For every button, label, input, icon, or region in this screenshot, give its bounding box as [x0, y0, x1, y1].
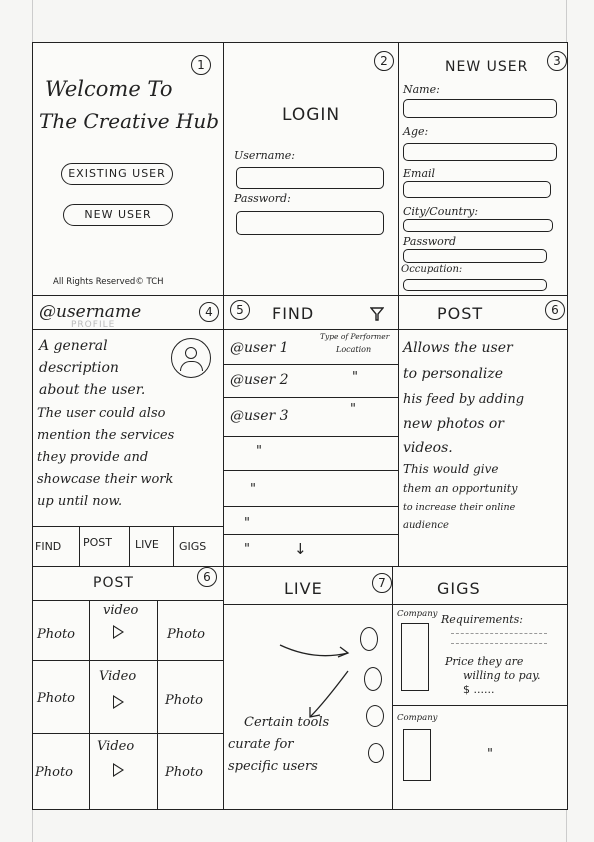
post-description-line: Allows the user: [403, 340, 513, 356]
post-description-line: to personalize: [403, 366, 504, 382]
header-divider: [393, 604, 567, 605]
price-note: willing to pay.: [463, 669, 541, 682]
profile-description-line: A general: [39, 338, 108, 354]
header-divider: [33, 329, 223, 330]
video-cell-label: video: [103, 603, 139, 618]
gig-divider: [393, 705, 567, 706]
requirements-placeholder-line: [451, 633, 547, 634]
scroll-down-arrow-icon[interactable]: ↓: [294, 540, 307, 558]
new-user-button[interactable]: NEW USER: [63, 204, 173, 226]
grid-row-line: [33, 733, 223, 734]
profile-description-line: about the user.: [39, 382, 146, 398]
profile-screen: [32, 295, 224, 567]
requirements-placeholder-line: [451, 643, 547, 644]
user-result[interactable]: @user 1: [230, 340, 289, 356]
live-screen: [223, 566, 393, 810]
username-field[interactable]: [236, 167, 384, 189]
city-country-label: City/Country:: [403, 205, 479, 218]
screen-number: 2: [374, 51, 394, 71]
header-divider: [399, 329, 567, 330]
avatar-head-icon: [185, 347, 197, 359]
age-field[interactable]: [403, 143, 557, 161]
filter-note: Type of Performer: [320, 332, 390, 341]
live-note-line: curate for: [228, 737, 294, 752]
profile-description-line: The user could also: [37, 406, 166, 421]
live-tool-button[interactable]: [368, 743, 384, 763]
grid-row-line: [33, 660, 223, 661]
profile-description-line: they provide and: [37, 450, 149, 465]
grid-column-line: [89, 600, 90, 810]
password-label: Password:: [234, 192, 291, 205]
nav-post[interactable]: POST: [83, 536, 112, 549]
new-user-title: NEW USER: [445, 59, 529, 75]
welcome-title-line2: The Creative Hub: [39, 109, 220, 133]
row-divider: [224, 470, 398, 471]
email-label: Email: [403, 167, 436, 180]
photo-cell[interactable]: Photo: [167, 627, 205, 642]
password-field[interactable]: [403, 249, 547, 263]
profile-description-line: up until now.: [37, 494, 123, 509]
screen-number: 6: [545, 300, 565, 320]
screen-number: 5: [230, 300, 250, 320]
login-title: LOGIN: [282, 105, 341, 125]
nav-divider-line: [173, 526, 174, 566]
post-description-line: his feed by adding: [403, 392, 525, 407]
ditto-mark: ": [250, 482, 256, 497]
ditto-mark: ": [352, 370, 358, 385]
ditto-mark: ": [256, 444, 262, 459]
post-description-line: This would give: [403, 462, 499, 476]
play-icon[interactable]: [113, 763, 124, 777]
row-divider: [224, 534, 398, 535]
nav-find[interactable]: FIND: [35, 540, 62, 553]
nav-gigs[interactable]: GIGS: [179, 540, 207, 553]
live-note-line: Certain tools: [244, 715, 330, 730]
occupation-label: Occupation:: [401, 264, 463, 275]
play-icon[interactable]: [113, 625, 124, 639]
welcome-screen: [32, 42, 224, 296]
row-divider: [224, 506, 398, 507]
find-title: FIND: [272, 304, 315, 323]
user-result[interactable]: @user 3: [230, 408, 289, 424]
filter-note: Location: [336, 345, 372, 354]
password-label: Password: [403, 235, 457, 248]
header-divider: [224, 604, 392, 605]
post-description-line: videos.: [403, 440, 453, 456]
copyright-footer: All Rights Reserved© TCH: [53, 277, 164, 287]
ditto-mark: ": [244, 542, 250, 557]
company-label: Company: [397, 609, 438, 619]
screen-number: 7: [372, 573, 392, 593]
photo-cell[interactable]: Photo: [165, 765, 203, 780]
screen-number: 3: [547, 51, 567, 71]
photo-cell[interactable]: Photo: [37, 627, 75, 642]
profile-caption: PROFILE: [71, 320, 116, 330]
new-user-screen: [398, 42, 568, 296]
profile-description-line: mention the services: [37, 428, 175, 443]
screen-number: 6: [197, 567, 217, 587]
play-icon[interactable]: [113, 695, 124, 709]
photo-cell[interactable]: Photo: [165, 693, 203, 708]
user-result[interactable]: @user 2: [230, 372, 289, 388]
row-divider: [224, 397, 398, 398]
find-screen: [223, 295, 399, 567]
live-note-line: specific users: [228, 759, 318, 774]
header-divider: [224, 329, 398, 330]
gigs-screen: [392, 566, 568, 810]
row-divider: [224, 436, 398, 437]
nav-divider-line: [79, 526, 80, 566]
profile-description-line: showcase their work: [37, 472, 174, 487]
profile-username: @username: [39, 302, 142, 322]
screen-number: 1: [191, 55, 211, 75]
video-cell-label: Video: [97, 739, 135, 754]
password-field[interactable]: [236, 211, 384, 235]
email-field[interactable]: [403, 181, 551, 198]
ditto-mark: ": [244, 516, 250, 531]
video-cell-label: Video: [99, 669, 137, 684]
live-tool-button[interactable]: [364, 667, 382, 691]
post-info-screen: [398, 295, 568, 567]
post-description-line: audience: [403, 520, 449, 531]
post-title: POST: [437, 304, 484, 323]
name-field[interactable]: [403, 99, 557, 118]
screen-number: 4: [199, 302, 219, 322]
ditto-mark: ": [350, 402, 356, 417]
company-image[interactable]: [403, 729, 431, 781]
bottom-nav: [33, 526, 223, 566]
price-note: Price they are: [445, 655, 524, 668]
company-label: Company: [397, 713, 438, 723]
gigs-title: GIGS: [437, 579, 481, 598]
profile-description-line: description: [39, 360, 119, 376]
row-divider: [224, 364, 398, 365]
post-grid-title: POST: [93, 575, 134, 591]
photo-cell[interactable]: Photo: [37, 691, 75, 706]
city-country-field[interactable]: [403, 219, 553, 232]
age-label: Age:: [403, 125, 429, 138]
photo-cell[interactable]: Photo: [35, 765, 73, 780]
nav-live[interactable]: LIVE: [135, 538, 159, 551]
post-grid-screen: [32, 566, 224, 810]
post-description-line: new photos or: [403, 416, 504, 432]
existing-user-button[interactable]: EXISTING USER: [61, 163, 173, 185]
live-title: LIVE: [284, 579, 323, 598]
live-tool-button[interactable]: [366, 705, 384, 727]
occupation-field[interactable]: [403, 279, 547, 291]
requirements-label: Requirements:: [441, 613, 524, 626]
ditto-mark: ": [487, 747, 493, 762]
header-divider: [33, 600, 223, 601]
avatar-body-icon: [180, 361, 203, 371]
grid-column-line: [157, 600, 158, 810]
post-description-line: to increase their online: [403, 502, 516, 513]
filter-icon[interactable]: [370, 306, 384, 325]
post-description-line: them an opportunity: [403, 482, 518, 495]
name-label: Name:: [403, 83, 440, 96]
welcome-title-line1: Welcome To: [45, 77, 173, 101]
avatar[interactable]: [171, 338, 211, 378]
nav-divider-line: [129, 526, 130, 566]
username-label: Username:: [234, 149, 295, 162]
price-value: $ ......: [463, 683, 495, 696]
company-image[interactable]: [401, 623, 429, 691]
login-screen: [223, 42, 399, 296]
